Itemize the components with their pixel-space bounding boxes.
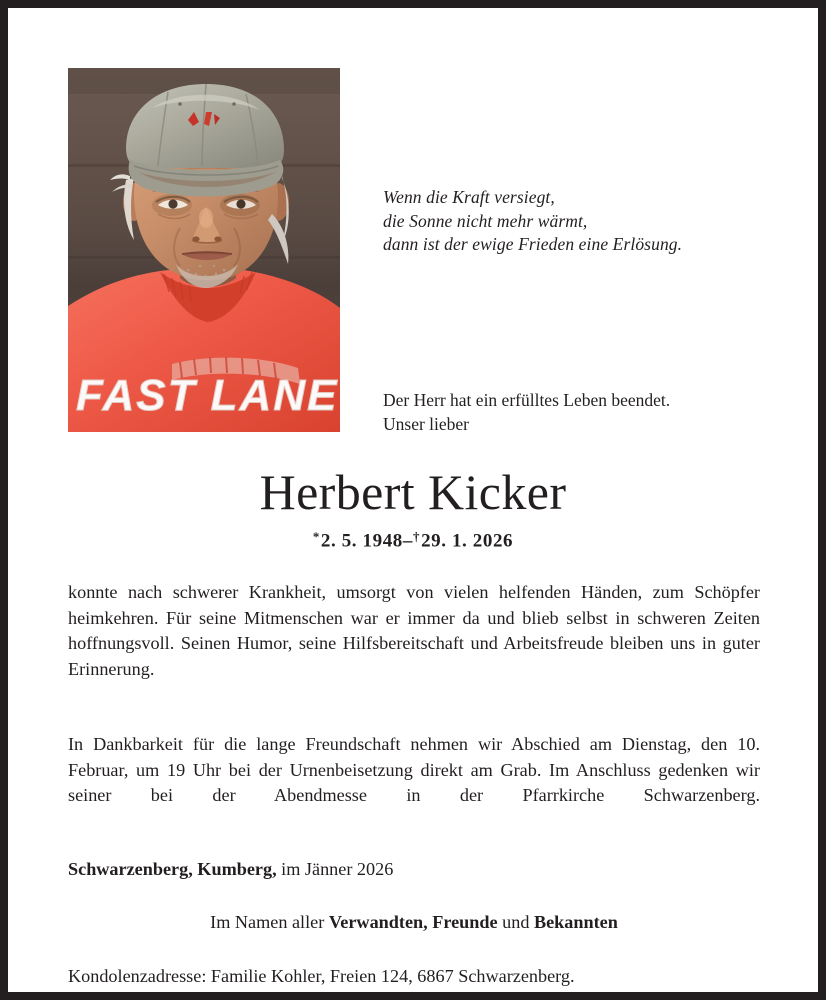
- lead-line-2: Unser lieber: [383, 414, 470, 434]
- life-dates: [8, 525, 818, 553]
- namen-group-bekannten: Bekannten: [533, 911, 618, 932]
- born-symbol: *: [312, 529, 320, 544]
- date-separator: –: [402, 530, 413, 552]
- place-date: im Jänner 2026: [281, 859, 394, 880]
- namen-conjunction: und: [502, 911, 530, 932]
- body-text-zone: [68, 580, 760, 989]
- namen-group-verwandten: Verwandten,: [328, 911, 428, 932]
- lead-in-text: [383, 388, 783, 436]
- born-date: 2. 5. 1948: [320, 530, 403, 552]
- deceased-portrait-photo: [68, 68, 340, 432]
- verse-line-1: Wenn die Kraft versiegt,: [383, 187, 555, 207]
- verse-line-2: die Sonne nicht mehr wärmt,: [383, 210, 588, 231]
- namen-group-freunde: Freunde: [432, 911, 498, 932]
- funeral-paragraph: In Dankbarkeit für die lange Freundschaft nehmen wir Abschied am Dienstag, den 10. Februar, um 19 Uhr bei der Urnenbeisetzung direkt am Grab. Im Anschluss gedenken wir seiner bei der Abendmesse in der Pfarrkirche Schwarzenberg.: [68, 733, 760, 806]
- portrait-illustration: [68, 68, 340, 432]
- in-the-name-of-line: [68, 910, 760, 936]
- place-names: Schwarzenberg, Kumberg,: [68, 859, 277, 880]
- memorial-verse: [383, 186, 783, 257]
- verse-line-3: dann ist der ewige Frieden eine Erlösung.: [383, 234, 683, 254]
- died-symbol: †: [413, 529, 421, 544]
- condolence-address-line: Kondolenzadresse: Familie Kohler, Freien 124, 6867 Schwarzenberg.: [68, 965, 575, 986]
- memorial-paragraph: konnte nach schwerer Krankheit, umsorgt von vielen helfenden Händen, zum Schöpfer heimkehren. Für seine Mitmenschen war er immer da und blieb selbst in schweren Zeiten hoffnungsvoll. Seinen Humor, seine Hilfsbereitschaft und Arbeitsfreude bleiben uns in guter Erinnerung.: [68, 582, 760, 679]
- paragraph-spacer: [68, 708, 760, 732]
- deceased-name: Herbert Kicker: [259, 464, 567, 520]
- namen-prefix: Im Namen aller: [210, 911, 325, 932]
- notice-inner: [8, 8, 818, 992]
- died-date: 29. 1. 2026: [421, 530, 514, 552]
- top-zone: [8, 8, 818, 438]
- name-block: [8, 463, 818, 553]
- place-and-date-line: [68, 857, 760, 883]
- svg-text:FAST LANE: FAST LANE: [76, 371, 339, 420]
- lead-line-1: Der Herr hat ein erfülltes Leben beendet.: [383, 390, 671, 410]
